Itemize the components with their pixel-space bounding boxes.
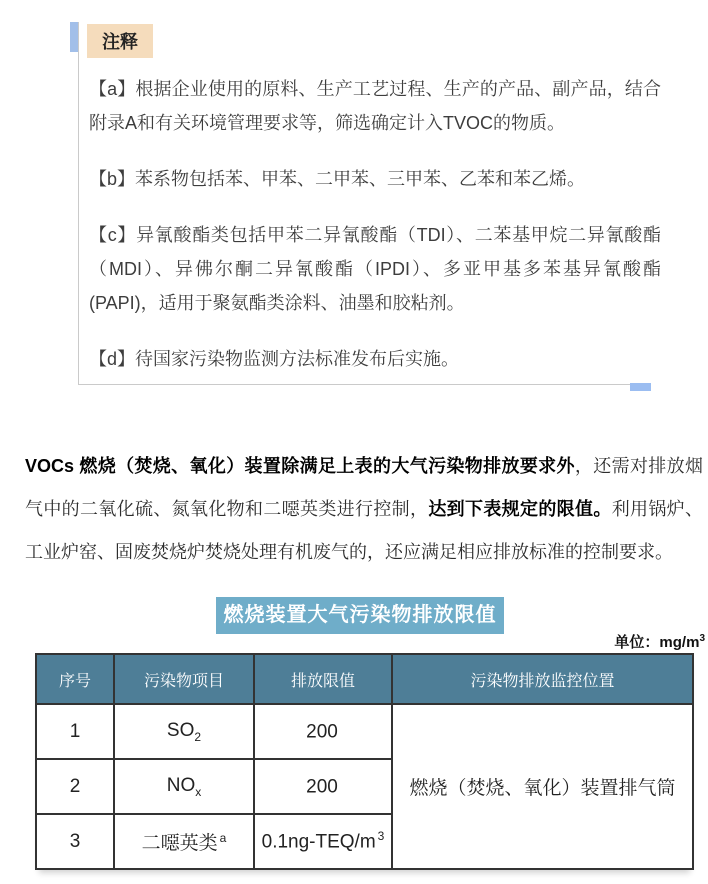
pollutant-formula: 二噁英类 bbox=[141, 833, 218, 854]
table-row bbox=[36, 704, 693, 759]
limit-value: 200 bbox=[306, 776, 338, 798]
cell-pollutant bbox=[114, 759, 254, 814]
unit-label bbox=[614, 631, 705, 652]
emission-limits-table bbox=[35, 653, 694, 870]
col-header-monitoring-location: 污染物排放监控位置 bbox=[392, 654, 693, 704]
notes-accent-bar bbox=[70, 22, 78, 52]
note-item-a: 【a】根据企业使用的原料、生产工艺过程、生产的产品、副产品，结合附录A和有关环境管理要求等，筛选确定计入TVOC的物质。 bbox=[89, 79, 661, 133]
cell-pollutant bbox=[114, 814, 254, 869]
unit-text: 单位：mg/m bbox=[614, 634, 700, 651]
col-header-limit: 排放限值 bbox=[254, 654, 392, 704]
paragraph-segment-2: ，还需对排放烟气中的二氧化硫、氮氧化物和二噁英类进行控制， bbox=[25, 456, 704, 519]
cell-monitoring-location: 燃烧（焚烧、氧化）装置排气筒 bbox=[392, 704, 693, 869]
cell-pollutant bbox=[114, 704, 254, 759]
pollutant-subscript: x bbox=[195, 784, 202, 799]
limit-value: 0.1ng-TEQ/m bbox=[261, 831, 376, 853]
table-title-banner: 燃烧装置大气污染物排放限值 bbox=[216, 597, 504, 634]
cell-no: 3 bbox=[36, 814, 114, 869]
paragraph-segment-4: 利用锅炉、工业炉窑、固废焚烧炉焚烧处理有机废气的，还应满足相应排放标准的控制要求。 bbox=[25, 499, 704, 562]
paragraph-bold-segment-3: 达到下表规定的限值。 bbox=[428, 499, 612, 519]
pollutant-superscript: a bbox=[219, 830, 227, 845]
cell-limit bbox=[254, 814, 392, 869]
notes-section bbox=[78, 22, 661, 385]
cell-no: 1 bbox=[36, 704, 114, 759]
note-item-b: 【b】苯系物包括苯、甲苯、二甲苯、三甲苯、乙苯和苯乙烯。 bbox=[89, 169, 586, 189]
pollutant-formula: SO bbox=[166, 719, 195, 741]
paragraph-bold-segment-1: VOCs 燃烧（焚烧、氧化）装置除满足上表的大气污染物排放要求外 bbox=[25, 456, 575, 476]
col-header-pollutant: 污染物项目 bbox=[114, 654, 254, 704]
cell-limit bbox=[254, 704, 392, 759]
note-item-d: 【d】待国家污染物监测方法标准发布后实施。 bbox=[89, 349, 460, 369]
main-paragraph bbox=[25, 445, 703, 574]
pollutant-subscript: 2 bbox=[194, 729, 202, 744]
notes-corner-decoration bbox=[630, 383, 651, 391]
cell-no: 2 bbox=[36, 759, 114, 814]
limit-value: 200 bbox=[306, 721, 338, 743]
unit-superscript: 3 bbox=[699, 633, 705, 644]
notes-label: 注释 bbox=[87, 24, 153, 58]
note-item-c: 【c】异氰酸酯类包括甲苯二异氰酸酯（TDI）、二苯基甲烷二异氰酸酯（MDI）、异佛尔酮二异氰酸酯（IPDI）、多亚甲基多苯基异氰酸酯(PAPI)，适用于聚氨酯类涂料、油墨和胶粘剂。 bbox=[89, 225, 661, 313]
cell-limit bbox=[254, 759, 392, 814]
table-header-row bbox=[36, 654, 693, 704]
notes-body bbox=[89, 72, 661, 376]
pollutant-formula: NO bbox=[166, 774, 196, 796]
limit-superscript: 3 bbox=[377, 829, 385, 844]
col-header-no: 序号 bbox=[36, 654, 114, 704]
